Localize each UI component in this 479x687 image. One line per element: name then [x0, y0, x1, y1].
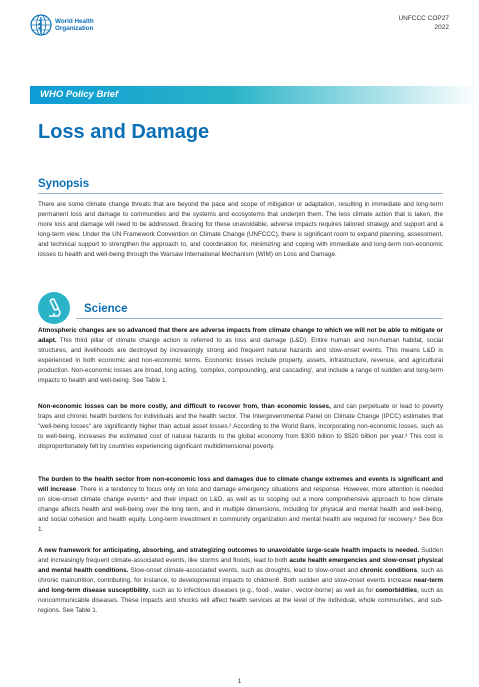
who-emblem-icon [30, 14, 52, 36]
science-p2-body: and can perpetuate or lead to poverty traps and chronic health burdens for individuals and the health sector. The Intergovernmental Panel on Climate Change (IPCC) estimates that "well-being losses" are significantly higher than actual asset losses.² According to the World Bank, incorporating non-economic losses, such as to well-being, increases the estimated cost of natural hazards to the global economy from $300 billion to $520 billion per year.³ This cost is disproportionately felt by countries experiencing significant multidimensional poverty. [38, 403, 443, 450]
synopsis-text: There are some climate change threats that are beyond the pace and scope of mitigation or adaptation, resulting in immediate and long-term permanent loss and damage to communities and the systems and ecosystems that underpin them. The less climate action that is taken, the more loss and damage will need to be addressed. Bracing for these unavoidable, adverse impacts requires tailored strategy and support and a long-term view. Under the UN Framework Convention on Climate Change (UNFCCC), there is significant room to expand planning, assessment, and technical support to strengthen the approach to, and coordination for, minimizing and coping with immediate and long-term non-economic losses to health and well-being through the Warsaw International Mechanism (WIM) on Loss and Damage. [38, 201, 443, 258]
who-logo [30, 14, 94, 36]
science-paragraph-3 [38, 475, 443, 535]
synopsis-divider [38, 193, 443, 194]
science-p4-part-a: Sudden and increasingly frequent climate-associated events, like storms and floods, lead to both [38, 547, 443, 564]
org-name-line1: World Health [55, 18, 94, 25]
page-number: 1 [237, 678, 242, 685]
science-p4-emphasis-b: acute health emergencies and slow-onset physical and mental health conditions. [38, 557, 444, 574]
science-heading: Science [84, 303, 128, 315]
science-p4-part-g: , such as to infectious diseases (e.g., food-, water-, vector-borne) as well as for [148, 587, 376, 594]
science-p3-body: . There is a tendency to focus only on loss and damage emergency situations and response. However, more attention is needed on slow-onset climate change events⁴ and their impact on L&D, as well as to scoping out a more comprehensive approach to how climate change affects health and well-being over the long term, and in multiple dimensions, including for physical and mental health and well-being, and social cohesion and health equity. Long-term investment in community organization and mental health are required for recovery.⁵ See Box 1. [38, 486, 444, 533]
science-p1-lead: Atmospheric changes are so advanced that there are adverse impacts from climate change to which we will not be able to mitigate or adapt. [38, 327, 443, 344]
science-paragraph-1 [38, 326, 443, 386]
conference-label [398, 14, 449, 32]
policy-brief-label: WHO Policy Brief [40, 89, 119, 100]
conference-name: UNFCCC COP27 [398, 15, 449, 22]
science-p4-part-c: Slow-onset climate-associated events, such as droughts, lead to slow-onset and [128, 567, 361, 574]
page-title: Loss and Damage [38, 121, 210, 143]
who-logo-text [55, 18, 94, 32]
science-paragraph-2 [38, 402, 443, 452]
science-p4-part-e: , such as chronic malnutrition, contributing, for instance, to developmental impacts to children6. Both sudden and slow-onset events increase [38, 567, 444, 584]
science-p4-part-i: , such as noncommunicable diseases. These impacts and shocks will affect health services at the level of the individual, whole communities, and sub-regions. See Table 1. [38, 587, 444, 614]
science-p4-emphasis-h: comorbidities [375, 587, 418, 594]
science-p4-emphasis-f: near-term and long-term disease susceptibility [38, 577, 443, 594]
science-p2-lead: Non-economic losses can be more costly, and difficult to recover from, than economic losses, [38, 403, 331, 410]
policy-brief-banner [30, 86, 479, 104]
conference-year: 2022 [434, 24, 449, 31]
science-paragraph-4 [38, 546, 443, 616]
science-p3-lead: The burden to the health sector from non-economic loss and damages due to climate change extremes and events is significant and will increase [38, 476, 443, 493]
science-p1-body: This third pillar of climate change action is referred to as loss and damage (L&D). Entire human and non-human habitat, social structures, and livelihoods are destroyed by increasingly strong and frequent natural hazards and slow-onset events. This means L&D is experienced in both economic and non-economic terms. Economic losses include property, assets, infrastructure, revenue, and agricultural production. Non-economic losses are broad, long acting, 'complex, compounding, and cascading', and include a range of sudden and long-term impacts to health and well-being. See Table 1. [38, 337, 443, 384]
microscope-icon [38, 292, 70, 324]
science-p4-lead: A new framework for anticipating, absorbing, and strategizing outcomes to unavoidable large-scale health impacts is needed. [38, 547, 420, 554]
org-name-line2: Organization [55, 25, 94, 32]
synopsis-heading: Synopsis [38, 178, 90, 190]
science-divider [76, 318, 443, 319]
science-p4-emphasis-d: chronic conditions [360, 567, 418, 574]
page-header [0, 0, 479, 60]
science-icon-badge [38, 292, 70, 324]
